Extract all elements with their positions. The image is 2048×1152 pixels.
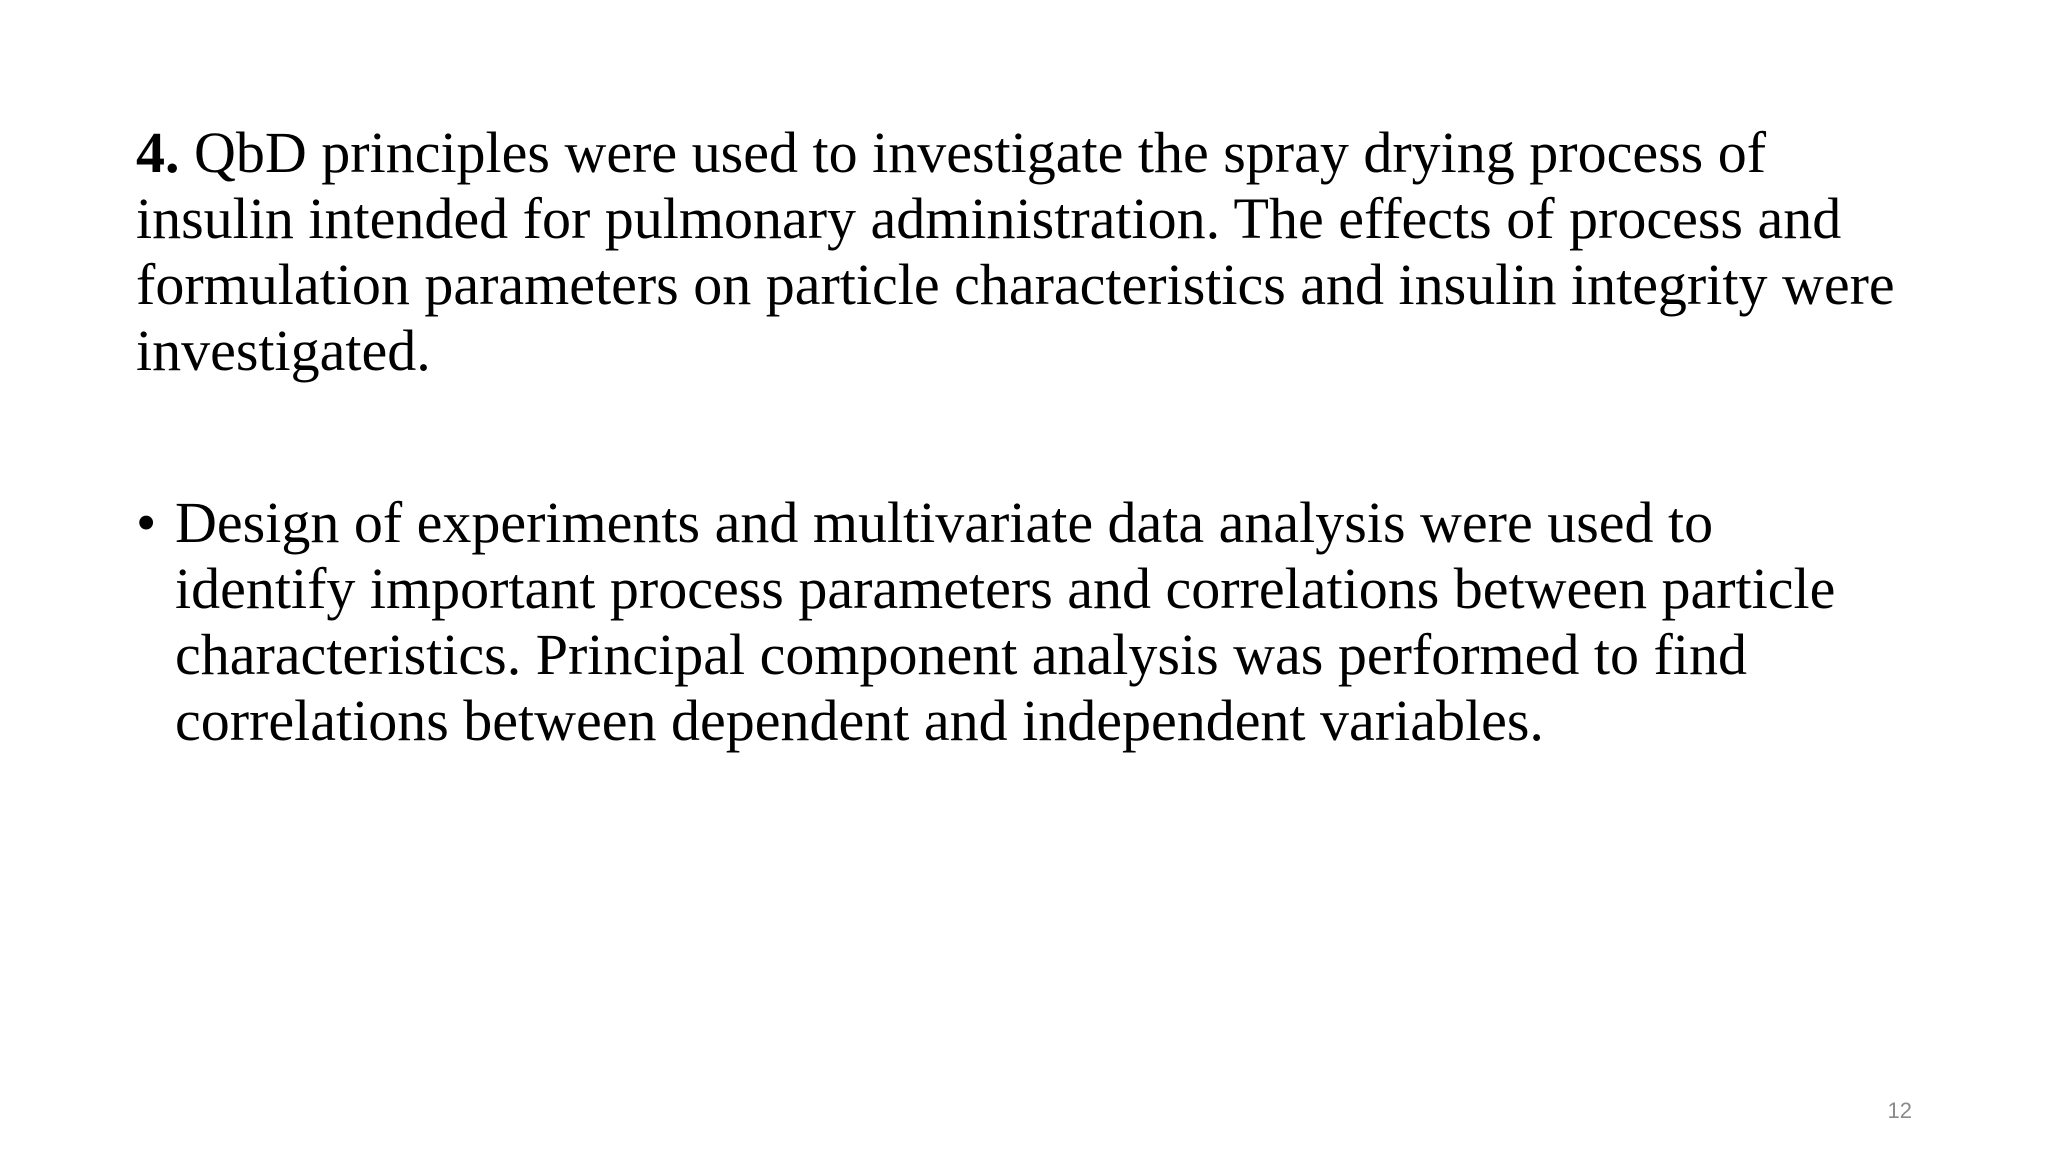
bullet-list xyxy=(136,490,1896,754)
intro-text: QbD principles were used to investigate the spray drying process of insulin intended for pulmonary administration. The effects of process and formulation parameters on particle characteristics and insulin integrity were investigated. xyxy=(136,120,1895,383)
item-number: 4. xyxy=(136,120,180,185)
bullet-text: Design of experiments and multivariate data analysis were used to identify important process parameters and correlations between particle characteristics. Principal component analysis was performed to find correlations between dependent and independent variables. xyxy=(175,490,1836,753)
bullet-marker: • xyxy=(136,490,157,555)
slide-number: 12 xyxy=(1887,1098,1912,1123)
slide-content xyxy=(136,120,1896,754)
bullet-item xyxy=(136,490,1896,754)
intro-paragraph xyxy=(136,120,1896,384)
